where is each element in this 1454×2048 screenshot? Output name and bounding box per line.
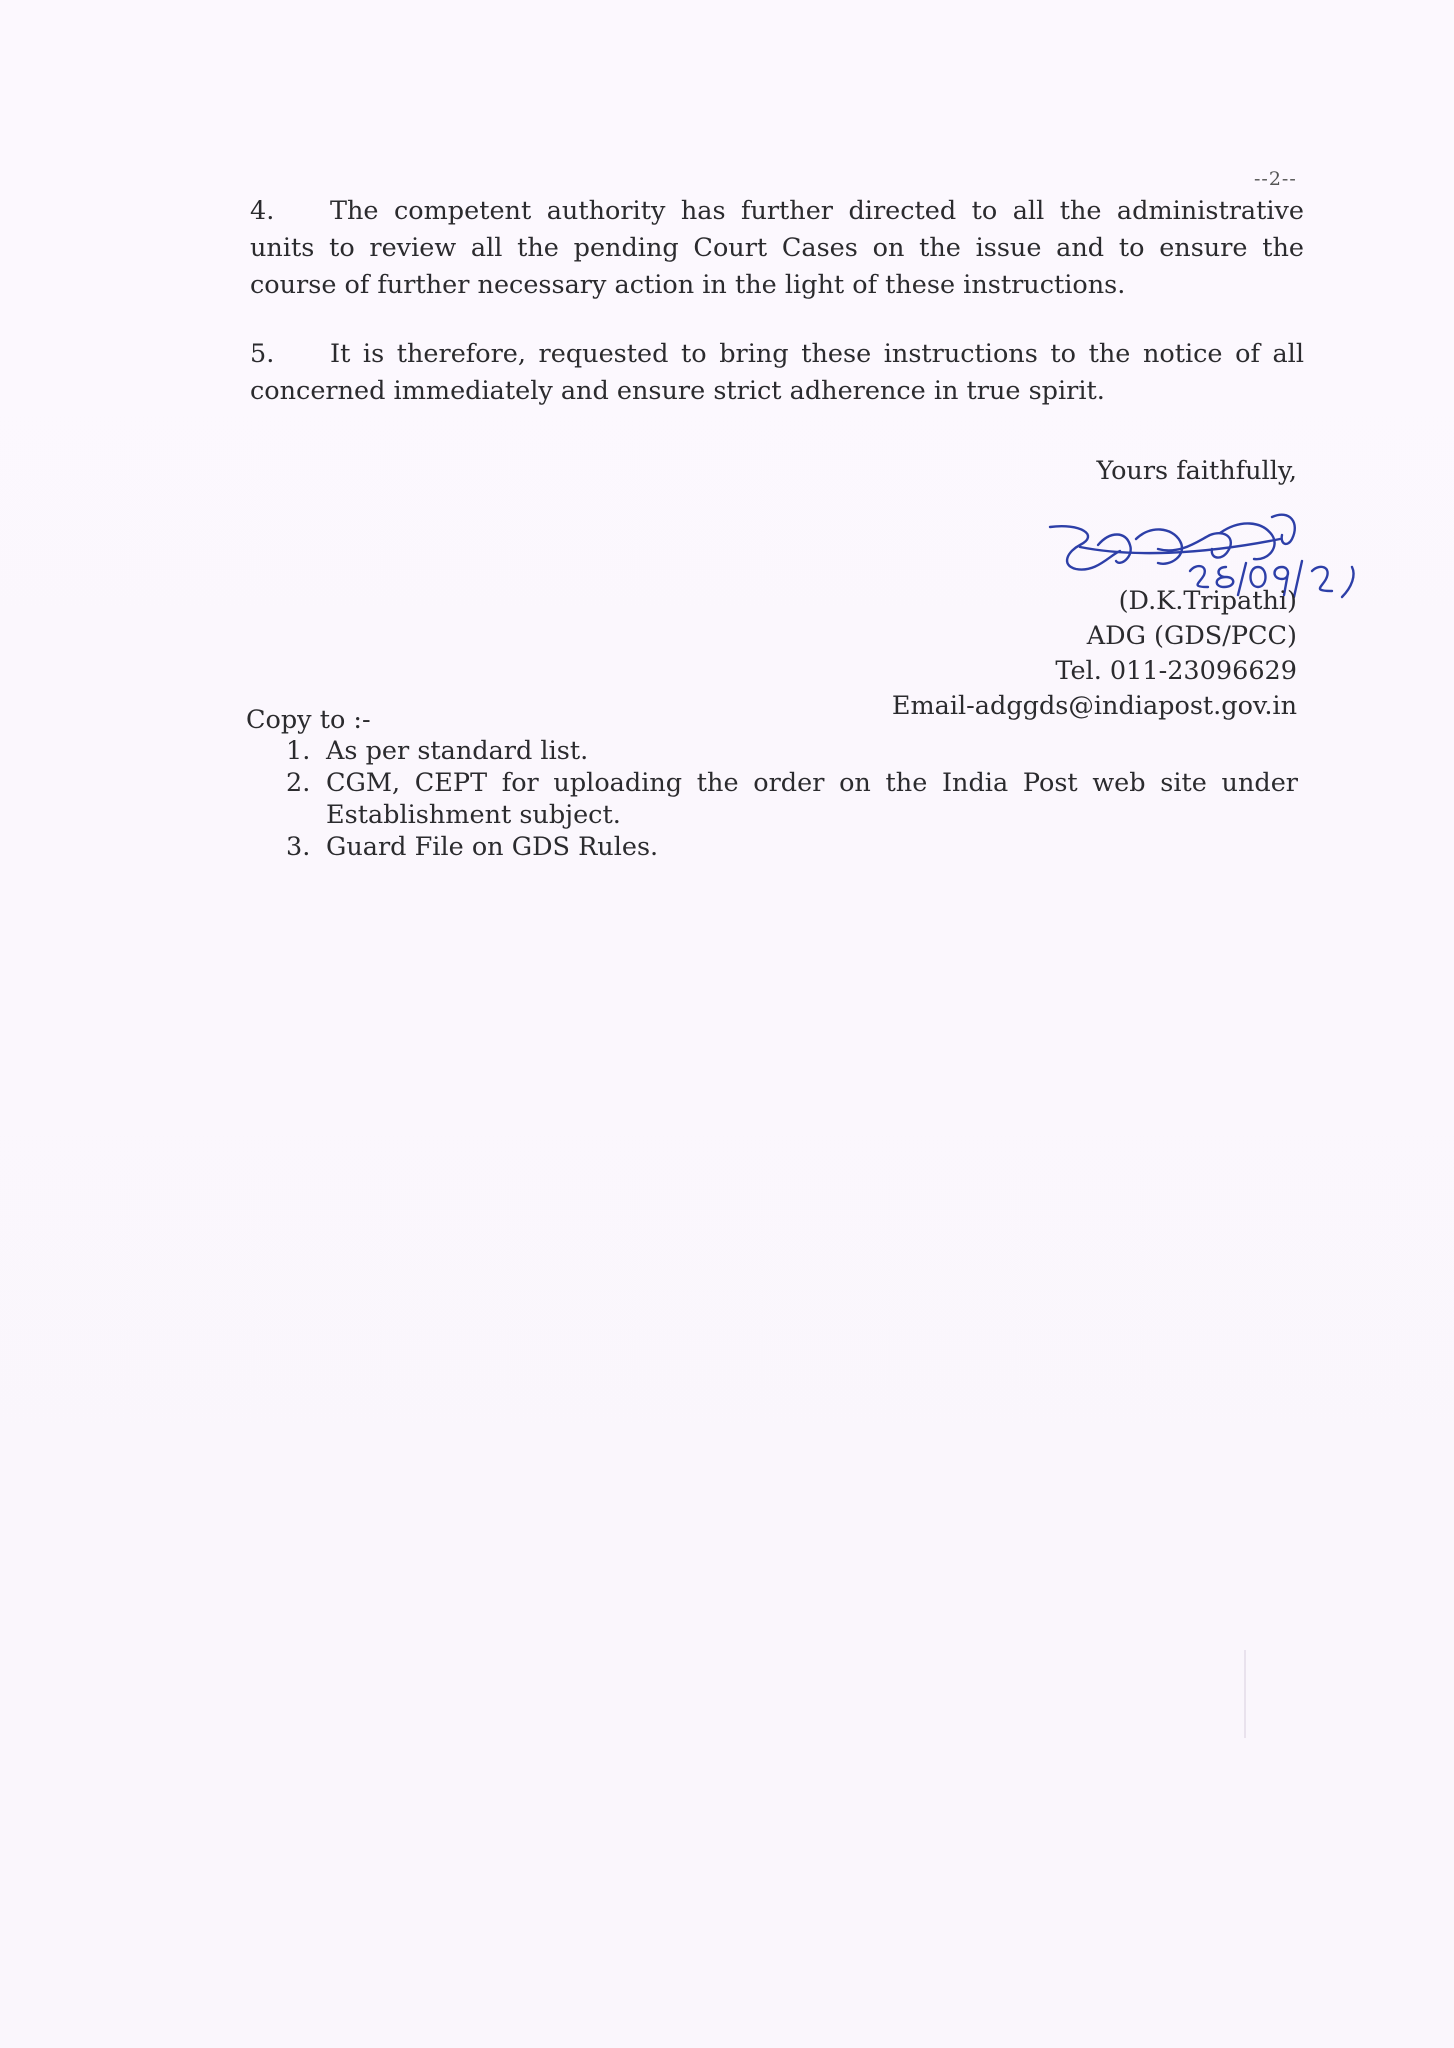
list-item-text: CGM, CEPT for uploading the order on the India Post web site under Establishment subject.: [326, 768, 1298, 830]
list-item-number: 1.: [286, 736, 311, 766]
list-item: [286, 735, 1298, 767]
list-item: [286, 831, 1298, 863]
copy-to-heading: Copy to :-: [246, 705, 371, 735]
list-item-number: 2.: [286, 768, 311, 798]
list-item: [286, 767, 1298, 831]
paragraph-number: 4.: [250, 196, 275, 226]
copy-to-list: [286, 735, 1298, 863]
list-item-text: Guard File on GDS Rules.: [326, 832, 659, 862]
paragraph-number: 5.: [250, 339, 275, 369]
list-item-text: As per standard list.: [326, 736, 589, 766]
paragraph-text: It is therefore, requested to bring these instructions to the notice of all concerned immediately and ensure strict adherence in true spirit.: [250, 339, 1304, 406]
paragraph-text: The competent authority has further directed to all the administrative units to review all the pending Court Cases on the issue and to ensure the course of further necessary action in the light of these instructions.: [250, 196, 1304, 300]
signatory-email: Email-adggds@indiapost.gov.in: [891, 691, 1297, 721]
scan-artifact-line: [1244, 1650, 1246, 1738]
signature-block: [892, 584, 1297, 724]
page-number: --2--: [1254, 168, 1297, 190]
paragraph-4: [250, 193, 1304, 304]
paragraph-5: [250, 336, 1304, 410]
signatory-telephone: Tel. 011-23096629: [1055, 656, 1297, 686]
list-item-number: 3.: [286, 832, 311, 862]
closing-salutation: Yours faithfully,: [1096, 456, 1297, 486]
signatory-designation: ADG (GDS/PCC): [1086, 621, 1297, 651]
signatory-name: (D.K.Tripathi): [1118, 586, 1297, 616]
